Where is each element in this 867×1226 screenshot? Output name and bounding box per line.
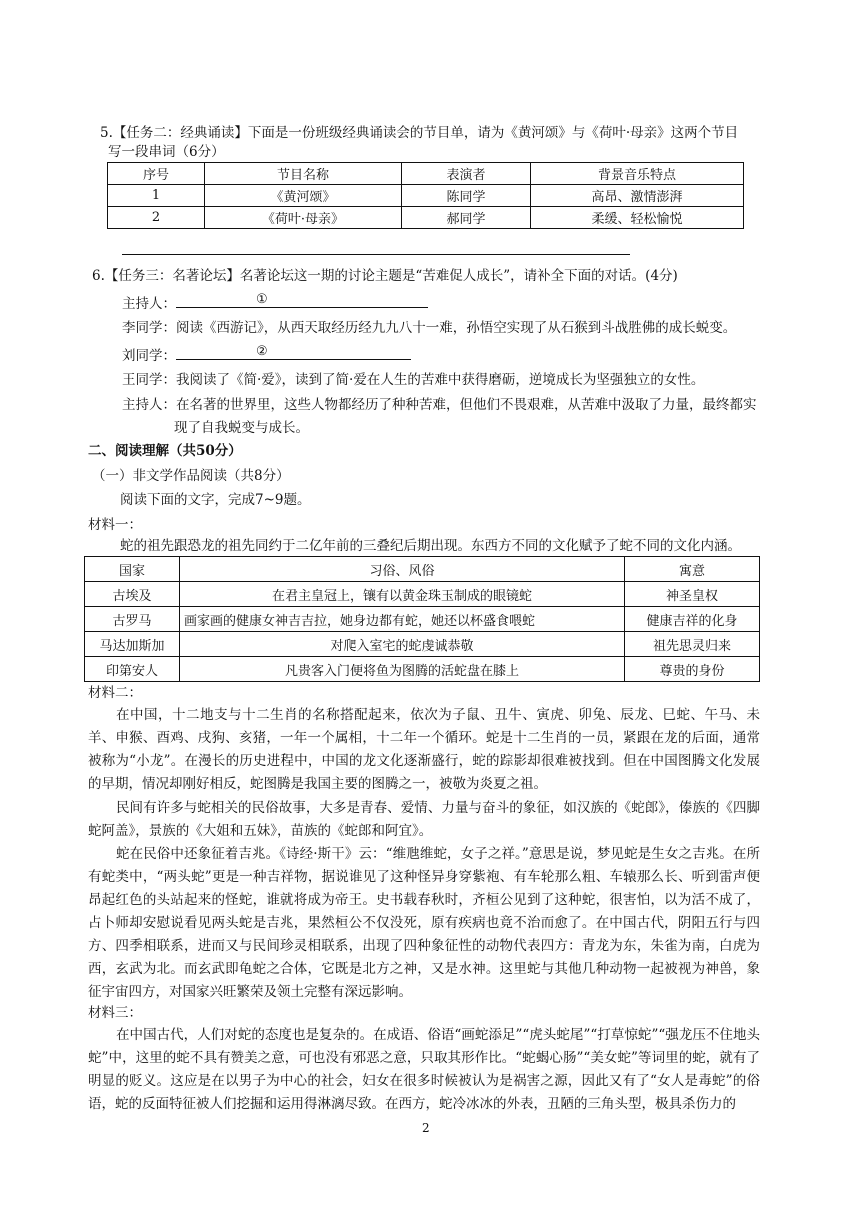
material-1-label: 材料一：: [88, 517, 142, 533]
liu-line: [122, 344, 411, 367]
q5-prompt-line2: 写一段串词（6分）: [108, 144, 225, 160]
material-2-para-1: 在中国，十二地支与十二生肖的名称搭配起来，依次为子鼠、丑牛、寅虎、卯兔、辰龙、巳蛇、午马、未羊、申猴、酉鸡、戌狗、亥猪，一年一个属相，十二年一个循环。蛇是十二生肖的一员，紧跟在龙的后面，通常被称为“小龙”。在漫长的历史进程中，中国的龙文化逐渐盛行，蛇的踪影却很难被找到。但在中国图腾文化发展的早期，情况却刚好相反，蛇图腾是我国主要的图腾之一，被敬为炎夏之祖。: [88, 707, 760, 792]
col-header-performer: 表演者: [402, 163, 531, 185]
host-line-1: [122, 292, 428, 315]
col-header-number: 序号: [108, 163, 205, 185]
table-cell: 尊贵的身份: [625, 657, 760, 682]
table-row: [85, 632, 760, 657]
table-cell: 2: [108, 207, 205, 229]
table-row: [85, 607, 760, 632]
table-cell: 祖先思灵归来: [625, 632, 760, 657]
table-cell: 画家画的健康女神吉吉拉，她身边都有蛇，她还以杯盛食喂蛇: [180, 607, 625, 632]
speaker-label: 刘同学：: [122, 348, 176, 364]
blank-marker: ②: [256, 344, 268, 359]
table-cell: 高昂、激情澎湃: [531, 185, 744, 207]
table-row: [108, 207, 744, 229]
q6-prompt: 6.【任务三：名著论坛】名著论坛这一期的讨论主题是“苦难促人成长”，请补全下面的对话。(4分): [92, 268, 678, 284]
table-cell: 在君主皇冠上，镶有以黄金珠玉制成的眼镜蛇: [180, 582, 625, 607]
table-row: [85, 657, 760, 682]
table-cell: 《荷叶·母亲》: [205, 207, 402, 229]
material-3-label: 材料三：: [88, 1005, 142, 1021]
table-row: [85, 582, 760, 607]
customs-table-header: [85, 557, 760, 582]
reading-instruction: 阅读下面的文字，完成7~9题。: [120, 492, 311, 508]
table-cell: 1: [108, 185, 205, 207]
table-cell: 古埃及: [85, 582, 180, 607]
q5-prompt-line1: 5.【任务二：经典诵读】下面是一份班级经典诵读会的节目单，请为《黄河颂》与《荷叶·母亲》这两个节目: [100, 125, 739, 141]
material-3-para: 在中国古代，人们对蛇的态度也是复杂的。在成语、俗语“画蛇添足”“虎头蛇尾”“打草惊蛇”“强龙压不住地头蛇”中，这里的蛇不具有赞美之意，可也没有邪恶之意，只取其形作比。“蛇蝎心肠”“美女蛇”等词里的蛇，就有了明显的贬义。这应是在以男子为中心的社会，妇女在很多时候被认为是祸害之源，因此又有了“女人是毒蛇”的俗语，蛇的反面特征被人们挖掘和运用得淋漓尽致。在西方，蛇冷冰冰的外表，丑陋的三角头型，极具杀伤力的: [88, 1027, 760, 1112]
col-header-custom: 习俗、风俗: [180, 557, 625, 582]
material-1-intro: 蛇的祖先跟恐龙的祖先同约于二亿年前的三叠纪后期出现。东西方不同的文化赋予了蛇不同的文化内涵。: [120, 538, 741, 554]
program-table: [107, 162, 744, 229]
material-2-para-2: 民间有许多与蛇相关的民俗故事，大多是青春、爱情、力量与奋斗的象征，如汉族的《蛇郎》，傣族的《四脚蛇阿盖》，景族的《大姐和五妹》，苗族的《蛇郎和阿宜》。: [88, 800, 760, 839]
program-table-header: [108, 163, 744, 185]
table-cell: 陈同学: [402, 185, 531, 207]
material-2-para-3: 蛇在民俗中还象征着吉兆。《诗经·斯干》云：“维虺维蛇，女子之祥。”意思是说，梦见蛇是生女之吉兆。在所有蛇类中，“两头蛇”更是一种吉祥物，据说谁见了这种怪异身穿紫袍、有车轮那么粗、车辕那么长、听到雷声便昂起红色的头站起来的怪蛇，谁就将成为帝王。史书载春秋时，齐桓公见到了这种蛇，很害怕，以为活不成了，占卜师却安慰说看见两头蛇是吉兆，果然桓公不仅没死，原有疾病也竟不治而愈了。在中国古代，阴阳五行与四方、四季相联系，进而又与民间珍灵相联系，出现了四种象征性的动物代表四方：青龙为东，朱雀为南，白虎为西，玄武为北。而玄武即龟蛇之合体，它既是北方之神，又是水神。这里蛇与其他几种动物一起被视为神兽，象征宇宙四方，对国家兴旺繁荣及领土完整有深远影响。: [88, 846, 760, 1000]
host-line-2: 主持人：在名著的世界里，这些人物都经历了种种苦难，但他们不畏艰难，从苦难中汲取了力量，最终都实: [122, 397, 757, 413]
table-cell: 神圣皇权: [625, 582, 760, 607]
col-header-program: 节目名称: [205, 163, 402, 185]
col-header-music: 背景音乐特点: [531, 163, 744, 185]
col-header-meaning: 寓意: [625, 557, 760, 582]
table-cell: 凡贵客入门便将鱼为图腾的活蛇盘在膝上: [180, 657, 625, 682]
section-title: 二、阅读理解（共50分）: [88, 443, 242, 459]
table-cell: 马达加斯加: [85, 632, 180, 657]
table-cell: 健康吉祥的化身: [625, 607, 760, 632]
table-cell: 对爬入室宅的蛇虔诚恭敬: [180, 632, 625, 657]
table-cell: 古罗马: [85, 607, 180, 632]
li-line: 李同学：阅读《西游记》，从西天取经历经九九八十一难，孙悟空实现了从石猴到斗战胜佛的成长蜕变。: [122, 320, 737, 336]
material-2-label: 材料二：: [88, 685, 142, 701]
table-cell: 《黄河颂》: [205, 185, 402, 207]
answer-blank-1[interactable]: [176, 292, 428, 308]
customs-table: [84, 556, 760, 682]
host-line-2-cont: 现了自我蜕变与成长。: [174, 420, 309, 436]
table-cell: 柔缓、轻松愉悦: [531, 207, 744, 229]
col-header-country: 国家: [85, 557, 180, 582]
table-row: [108, 185, 744, 207]
answer-line[interactable]: [122, 254, 630, 255]
page-number: 2: [422, 1121, 430, 1135]
table-cell: 印第安人: [85, 657, 180, 682]
wang-line: 王同学：我阅读了《简·爱》，读到了简·爱在人生的苦难中获得磨砺，逆境成长为坚强独立的女性。: [122, 372, 705, 388]
blank-marker: ①: [256, 292, 268, 307]
answer-blank-2[interactable]: [176, 344, 411, 360]
subsection-title: （一）非文学作品阅读（共8分）: [92, 468, 290, 484]
table-cell: 郝同学: [402, 207, 531, 229]
speaker-label: 主持人：: [122, 296, 176, 312]
